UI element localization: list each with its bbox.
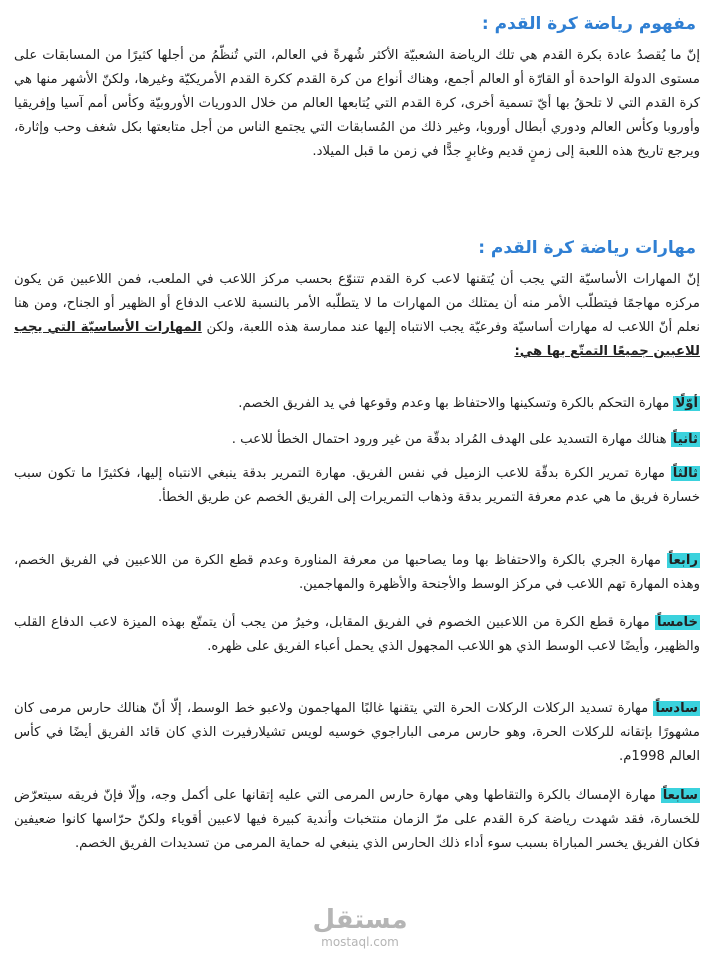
- skill-label-1: أوّلًا: [675, 396, 698, 411]
- section-title-skills: مهارات رياضة كرة القدم :: [478, 238, 696, 258]
- skill-item-5: [14, 611, 700, 659]
- skill-label-6: سادساً: [655, 701, 698, 716]
- skills-intro-text: إنّ المهارات الأساسيّة التي يجب أن يُتقنها لاعب كرة القدم تتنوّع بحسب مركز اللاعب في الملعب، فمن اللاعبين مَن يكون مركزه مهاجمًا فيتطلّب الأمر منه أن يمتلك من المهارات ما لا يتطلّبه الأمر بالنسبة للاعب الدفاع أو الظهير أو الجناح، ومن هنا نعلم أنّ اللاعب له مهارات أساسيّة وفرعيّة يجب الانتباه إليها عند ممارسة هذه اللعبة، ولكن: [14, 272, 700, 335]
- skill-item-7: [14, 784, 700, 856]
- skills-intro-emphasis: المهارات الأساسيّة التي يجب للاعبين جميعًا التمتّع بها هي:: [14, 320, 700, 359]
- skill-text-6: مهارة تسديد الركلات الركلات الحرة التي يتقنها غالبًا المهاجمون ولاعبو خط الوسط، إلّا أنّ هنالك حارس مرمى كان مشهورًا بإتقانه للركلات الحرة، وهو حارس مرمى الباراجوي خوسيه لويس تشيلارفيرت الذي كان قائد الفريق أيضًا في كأس العالم 1998م.: [14, 701, 700, 764]
- section-title-concept: مفهوم رياضة كرة القدم :: [481, 14, 696, 34]
- skill-text-1: مهارة التحكم بالكرة وتسكينها والاحتفاظ بها وعدم وقوعها في يد الفريق الخصم.: [238, 396, 674, 411]
- skill-label-5: خامساً: [657, 615, 698, 630]
- skill-text-7: مهارة الإمساك بالكرة والتقاطها وهي مهارة حارس المرمى التي عليه إتقانها على أكمل وجه، وإلّا فإنّ فريقه سيتعرّض للخسارة، فقد شهدت رياضة كرة القدم على مرّ الزمان منتخبات وأندية كبيرة فيها لاعبين أقوياء ولكنّ حرّاسها كانوا ضعيفين فكان الفريق يخسر المباراة بسبب سوء أداء ذلك الحارس الذي ينبغي له حماية المرمى من تسديدات الفريق الخصم.: [14, 788, 700, 851]
- skill-item-3: [14, 462, 700, 510]
- watermark-arabic: مستقل: [312, 905, 408, 935]
- skill-text-4: مهارة الجري بالكرة والاحتفاظ بها وما يصاحبها من معرفة المناورة وعدم قطع الكرة من اللاعبين في الفريق الخصم، وهذه المهارة تهم اللاعب في مركز الوسط والأجنحة والأظهرة والمهاجمين.: [14, 553, 700, 592]
- skill-item-4: [14, 549, 700, 597]
- skills-intro-paragraph: [14, 268, 700, 364]
- skill-label-2: ثانياً: [672, 432, 698, 447]
- skill-item-2: [14, 428, 700, 452]
- skill-item-6: [14, 697, 700, 769]
- concept-paragraph: إنّ ما يُقصدُ عادة بكرة القدم هي تلك الرياضة الشعبيّة الأكثر شُهرةً في العالم، التي تُنظّمُ من أجلها كثيرًا من المسابقات على مستوى الدولة الواحدة أو القارّة أو العالم أجمع، وهناك أنواع من كرة القدم ككرة القدم الأمريكيّة وغيرها، ولكنّ الأشهر منها هي كرة القدم التي لا تلحقُ بها أيّ تسمية أخرى، كرة القدم التي يُتابعها العالم من خلال الدوريات الأوروبيّة وكأس أمم آسيا وإفريقيا وأوروبا وكأس العالم ودوري أبطال أوروبا، وغير ذلك من المُسابقات التي يجتمع الناس من أجل متابعتها بكل شغف وحب وإثارة، ويرجع تاريخ هذه اللعبة إلى زمنٍ قديم وغابرٍ جدًّا في زمن ما قبل الميلاد.: [14, 48, 700, 159]
- skill-label-7: سابعاً: [662, 788, 698, 803]
- watermark-latin: mostaql.com: [321, 935, 399, 949]
- watermark-logo: [0, 905, 720, 949]
- skill-text-2: هنالك مهارة التسديد على الهدف المُراد بدقّة من غير ورود احتمال الخطأ للاعب .: [231, 432, 671, 447]
- skill-text-5: مهارة قطع الكرة من اللاعبين الخصوم في الفريق المقابل، وخيرُ من يجب أن يتمتّع بهذه الميزة لاعب الدفاع القلب والظهير، وأيضًا لاعب الوسط الذي هو اللاعب المجهول الذي يحمل أعباء الفريق على ظهره.: [14, 615, 700, 654]
- skill-label-4: رابعاً: [668, 553, 698, 568]
- skill-text-3: مهارة تمرير الكرة بدقّة للاعب الزميل في نفس الفريق. مهارة التمرير بدقة ينبغي الانتباه إليها، فكثيرًا ما تكون سبب خسارة فريق ما هي عدم معرفة التمرير بدقة وذهاب التمريرات إلى الفريق الخصم عن طريق الخطأ.: [14, 466, 700, 505]
- skill-item-1: [14, 392, 700, 416]
- skill-label-3: ثالثاً: [672, 466, 698, 481]
